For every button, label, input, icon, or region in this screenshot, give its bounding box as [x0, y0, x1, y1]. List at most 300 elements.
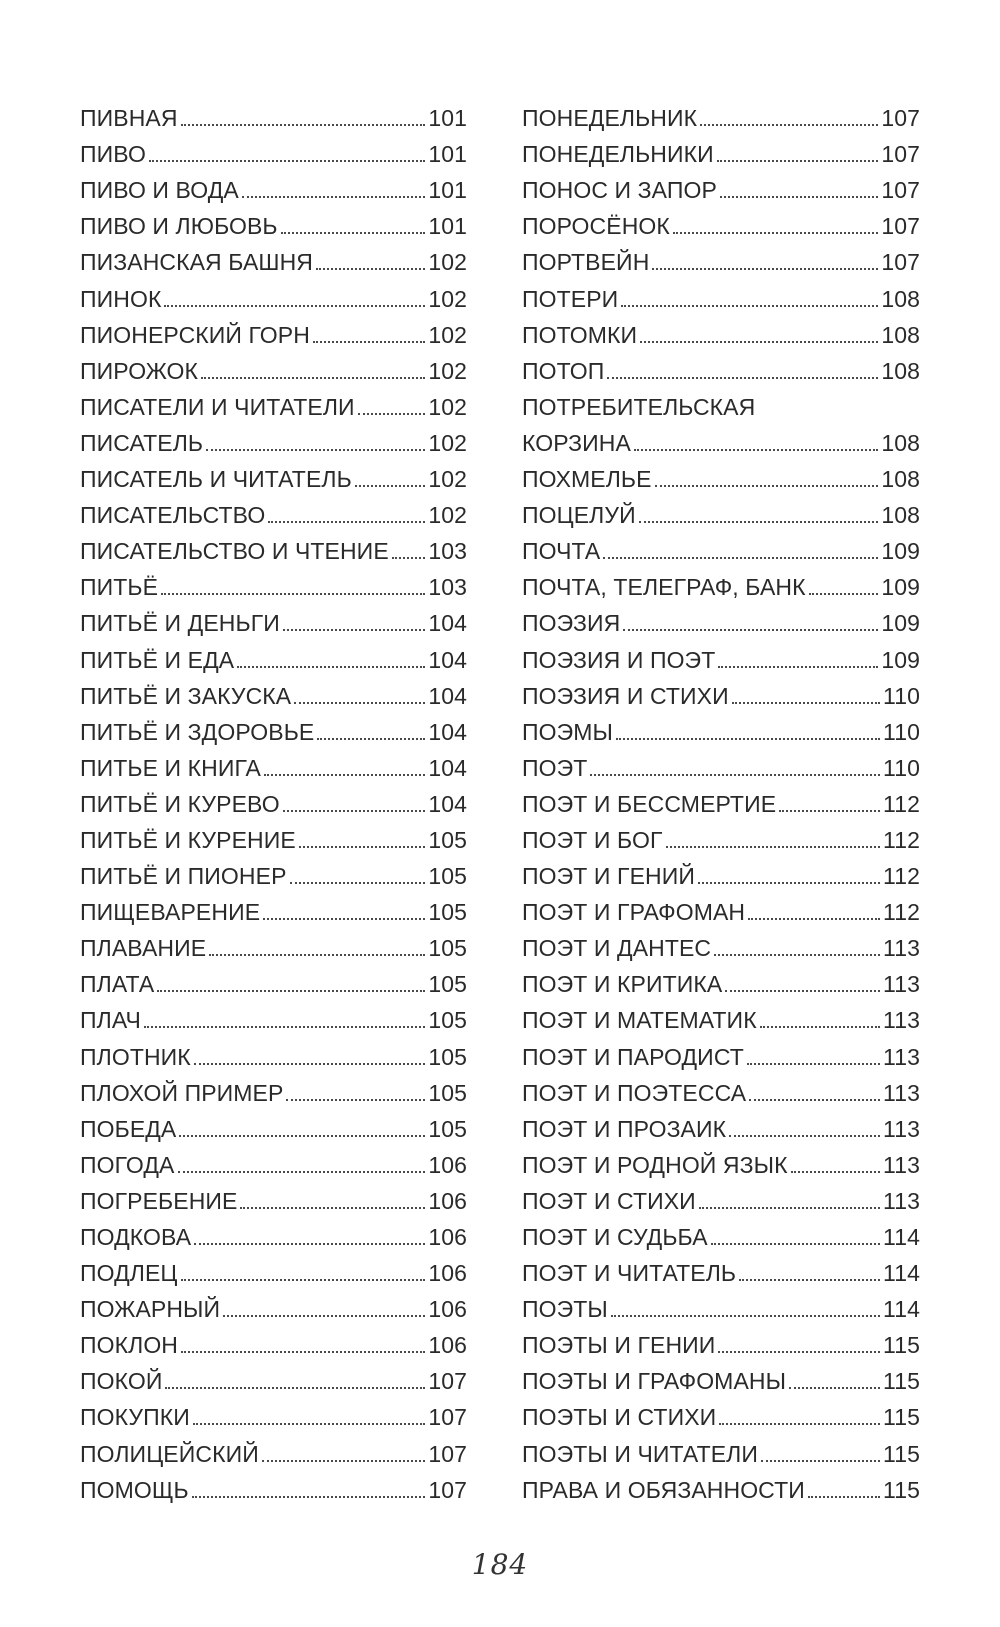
dot-leader — [666, 846, 881, 848]
index-entry — [522, 276, 920, 312]
entry-page-number: 115 — [883, 1332, 920, 1359]
dot-leader — [268, 521, 425, 523]
entry-term: ПЛОХОЙ ПРИМЕР — [80, 1079, 284, 1106]
entry-term: ПИСАТЕЛИ И ЧИТАТЕЛИ — [80, 393, 355, 420]
entry-term: ПИВНАЯ — [80, 105, 178, 132]
entry-term: ПИТЬЁ И ЗАКУСКА — [80, 682, 292, 709]
entry-page-number: 104 — [428, 646, 467, 673]
index-entry — [522, 674, 920, 710]
entry-term: ПОЭТ И ДАНТЕС — [522, 935, 712, 962]
entry-term: ПОЭТ И МАТЕМАТИК — [522, 1007, 757, 1034]
index-entry — [522, 1323, 920, 1359]
index-entry — [80, 1071, 467, 1107]
dot-leader — [621, 305, 878, 307]
index-entry — [522, 529, 920, 565]
dot-leader — [313, 341, 425, 343]
dot-leader — [761, 1460, 880, 1462]
entry-term: ПОЭТ И КРИТИКА — [522, 971, 723, 998]
entry-term: ПОРТВЕЙН — [522, 249, 650, 276]
entry-page-number: 107 — [881, 105, 920, 132]
dot-leader — [719, 1423, 880, 1425]
index-entry — [522, 710, 920, 746]
entry-page-number: 102 — [428, 249, 467, 276]
entry-page-number: 107 — [428, 1368, 467, 1395]
index-entry — [522, 998, 920, 1034]
index-entry — [80, 385, 467, 421]
entry-term: ПОЭЗИЯ И ПОЭТ — [522, 646, 716, 673]
dot-leader — [290, 882, 426, 884]
entry-page-number: 105 — [428, 863, 467, 890]
entry-term: ПИЩЕВАРЕНИЕ — [80, 899, 261, 926]
index-column-right — [522, 96, 920, 1504]
index-entry — [80, 168, 467, 204]
entry-term: ПИТЬЁ И КУРЕНИЕ — [80, 826, 296, 853]
dot-leader — [739, 1279, 880, 1281]
index-entry — [80, 204, 467, 240]
entry-page-number: 115 — [883, 1368, 920, 1395]
entry-page-number: 102 — [428, 285, 467, 312]
dot-leader — [729, 1135, 880, 1137]
index-entry — [80, 493, 467, 529]
index-entry — [522, 493, 920, 529]
entry-term: ПОГРЕБЕНИЕ — [80, 1187, 238, 1214]
entry-term: КОРЗИНА — [522, 429, 631, 456]
entry-term: ПИТЬЁ И ЗДОРОВЬЕ — [80, 718, 315, 745]
entry-term: ПОЭТ И ПАРОДИСТ — [522, 1043, 744, 1070]
dot-leader — [698, 882, 880, 884]
dot-leader — [206, 449, 425, 451]
index-entry — [522, 1071, 920, 1107]
dot-leader — [791, 1171, 880, 1173]
entry-page-number: 104 — [428, 718, 467, 745]
dot-leader — [732, 702, 880, 704]
dot-leader — [262, 1460, 425, 1462]
dot-leader — [747, 1063, 880, 1065]
index-entry — [80, 529, 467, 565]
index-entry — [522, 313, 920, 349]
entry-term: ПОЖАРНЫЙ — [80, 1296, 221, 1323]
index-entry — [522, 637, 920, 673]
dot-leader — [264, 774, 425, 776]
entry-page-number: 110 — [883, 682, 920, 709]
index-entry — [522, 204, 920, 240]
index-entry — [522, 168, 920, 204]
entry-page-number: 104 — [428, 790, 467, 817]
entry-page-number: 109 — [881, 610, 920, 637]
entry-term: ПОЭТ И ПРОЗАИК — [522, 1115, 727, 1142]
entry-page-number: 107 — [881, 213, 920, 240]
entry-term: ПОЭТ И ГРАФОМАН — [522, 899, 746, 926]
index-entry — [80, 1034, 467, 1070]
dot-leader — [355, 485, 426, 487]
index-entry — [80, 962, 467, 998]
dot-leader — [179, 1135, 425, 1137]
entry-term: ПИТЬЁ И ДЕНЬГИ — [80, 610, 280, 637]
entry-term: ПОЭТ И БОГ — [522, 826, 663, 853]
entry-term: ПОЭТЫ И ЧИТАТЕЛИ — [522, 1440, 758, 1467]
entry-page-number: 112 — [883, 899, 920, 926]
entry-page-number: 102 — [428, 357, 467, 384]
dot-leader — [263, 918, 425, 920]
entry-page-number: 106 — [428, 1296, 467, 1323]
entry-term: ПИСАТЕЛЬ И ЧИТАТЕЛЬ — [80, 466, 352, 493]
dot-leader — [164, 305, 425, 307]
entry-page-number: 104 — [428, 682, 467, 709]
entry-page-number: 106 — [428, 1332, 467, 1359]
index-entry — [522, 1395, 920, 1431]
index-entry — [80, 926, 467, 962]
entry-term: ПОКУПКИ — [80, 1404, 190, 1431]
entry-term: ПОЭТ И ПОЭТЕССА — [522, 1079, 747, 1106]
entry-page-number: 108 — [881, 429, 920, 456]
entry-page-number: 113 — [883, 1151, 920, 1178]
entry-page-number: 106 — [428, 1187, 467, 1214]
entry-term: ПИТЬЁ И ЕДА — [80, 646, 235, 673]
dot-leader — [590, 774, 880, 776]
entry-page-number: 107 — [881, 177, 920, 204]
entry-page-number: 114 — [883, 1224, 920, 1250]
index-entry — [522, 854, 920, 890]
entry-term: ПОЧТА — [522, 538, 601, 565]
dot-leader — [392, 557, 426, 559]
entry-term: ПОЭТЫ И ГРАФОМАНЫ — [522, 1368, 787, 1395]
index-entry — [522, 457, 920, 493]
index-entry — [80, 240, 467, 276]
index-entry — [522, 1287, 920, 1323]
dot-leader — [237, 666, 425, 668]
index-entry — [80, 349, 467, 385]
entry-page-number: 113 — [883, 971, 920, 998]
index-entry — [80, 457, 467, 493]
entry-page-number: 102 — [428, 502, 467, 529]
index-entry — [80, 1251, 467, 1287]
index-entry — [522, 565, 920, 601]
entry-term: ПИСАТЕЛЬСТВО И ЧТЕНИЕ — [80, 538, 389, 565]
dot-leader — [700, 124, 878, 126]
entry-term: ПОЭЗИЯ — [522, 610, 621, 637]
entry-page-number: 101 — [428, 213, 467, 240]
entry-page-number: 101 — [428, 105, 467, 132]
entry-page-number: 109 — [881, 646, 920, 673]
index-entry — [522, 385, 920, 421]
entry-page-number: 108 — [881, 466, 920, 493]
index-column-left — [80, 96, 467, 1504]
dot-leader — [711, 1243, 880, 1245]
entry-page-number: 105 — [428, 1007, 467, 1034]
dot-leader — [634, 449, 878, 451]
entry-term: ПИСАТЕЛЬ — [80, 429, 204, 456]
index-entry — [522, 962, 920, 998]
entry-term: ПЛОТНИК — [80, 1043, 191, 1070]
entry-page-number: 104 — [428, 754, 467, 781]
entry-term: ПОЭМЫ — [522, 718, 613, 745]
entry-term: ПИЗАНСКАЯ БАШНЯ — [80, 249, 313, 276]
index-entry — [522, 1215, 920, 1251]
dot-leader — [640, 341, 878, 343]
entry-term: ПОХМЕЛЬЕ — [522, 466, 652, 493]
entry-page-number: 105 — [428, 1115, 467, 1142]
entry-page-number: 102 — [428, 393, 467, 420]
index-entry — [522, 1251, 920, 1287]
entry-term: ПЛАВАНИЕ — [80, 935, 207, 962]
entry-page-number: 105 — [428, 899, 467, 926]
index-entry — [80, 1179, 467, 1215]
dot-leader — [181, 124, 426, 126]
entry-page-number: 108 — [881, 285, 920, 312]
entry-page-number: 115 — [883, 1404, 920, 1431]
entry-page-number: 107 — [428, 1476, 467, 1503]
index-entry — [522, 601, 920, 637]
entry-term: ПИТЬЁ — [80, 574, 159, 601]
index-entry — [522, 1143, 920, 1179]
dot-leader — [720, 196, 878, 198]
dot-leader — [144, 1026, 425, 1028]
index-entry — [80, 1395, 467, 1431]
page-number: 184 — [471, 1548, 529, 1581]
entry-page-number: 103 — [428, 538, 467, 565]
entry-page-number: 113 — [883, 1043, 920, 1070]
dot-leader — [283, 629, 425, 631]
dot-leader — [725, 990, 880, 992]
entry-term: ПИВО — [80, 141, 146, 168]
dot-leader — [283, 810, 426, 812]
entry-term: ПОКЛОН — [80, 1332, 179, 1359]
index-entry — [522, 96, 920, 132]
entry-term: ПОЛИЦЕЙСКИЙ — [80, 1440, 259, 1467]
index-entry — [80, 746, 467, 782]
entry-term: ПОЭТЫ И ГЕНИИ — [522, 1332, 716, 1359]
entry-term: ПОБЕДА — [80, 1115, 177, 1142]
entry-page-number: 107 — [881, 141, 920, 168]
entry-page-number: 106 — [428, 1151, 467, 1178]
entry-page-number: 107 — [881, 249, 920, 276]
entry-page-number: 106 — [428, 1260, 467, 1287]
entry-page-number: 101 — [428, 141, 467, 168]
entry-term: ПОЭТ И РОДНОЙ ЯЗЫК — [522, 1151, 788, 1178]
index-entry — [80, 1143, 467, 1179]
entry-page-number: 105 — [428, 1043, 467, 1070]
index-entry — [80, 1107, 467, 1143]
dot-leader — [809, 593, 879, 595]
entry-term: ПОЭТ И ГЕНИЙ — [522, 863, 695, 890]
dot-leader — [317, 738, 425, 740]
index-entry — [80, 782, 467, 818]
index-entry — [80, 710, 467, 746]
entry-page-number: 107 — [428, 1404, 467, 1431]
dot-leader — [607, 377, 878, 379]
entry-term: ПРАВА И ОБЯЗАННОСТИ — [522, 1476, 805, 1503]
entry-term: ПИОНЕРСКИЙ ГОРН — [80, 321, 310, 348]
entry-page-number: 106 — [428, 1224, 467, 1250]
dot-leader — [714, 954, 880, 956]
index-entry — [522, 421, 920, 457]
entry-page-number: 114 — [883, 1296, 920, 1323]
dot-leader — [652, 268, 878, 270]
dot-leader — [655, 485, 879, 487]
dot-leader — [718, 1351, 880, 1353]
dot-leader — [157, 990, 425, 992]
index-entry — [80, 96, 467, 132]
index-entry — [522, 349, 920, 385]
entry-page-number: 113 — [883, 1187, 920, 1214]
entry-term: ПОДКОВА — [80, 1224, 192, 1250]
entry-page-number: 113 — [883, 1115, 920, 1142]
dot-leader — [789, 1387, 880, 1389]
index-entry — [80, 854, 467, 890]
entry-term: ПОТОП — [522, 357, 605, 384]
entry-page-number: 110 — [883, 718, 920, 745]
entry-page-number: 113 — [883, 935, 920, 962]
entry-term: ПОТРЕБИТЕЛЬСКАЯ — [522, 393, 756, 420]
entry-page-number: 112 — [883, 863, 920, 890]
entry-term: ПОЭТЫ И СТИХИ — [522, 1404, 717, 1431]
entry-term: ПЛАЧ — [80, 1007, 141, 1034]
index-entry — [522, 1179, 920, 1215]
entry-term: ПОЭТ И СТИХИ — [522, 1187, 696, 1214]
dot-leader — [358, 413, 426, 415]
entry-term: ПОТЕРИ — [522, 285, 619, 312]
entry-page-number: 102 — [428, 321, 467, 348]
index-entry — [522, 782, 920, 818]
entry-page-number: 115 — [883, 1440, 920, 1467]
entry-page-number: 105 — [428, 935, 467, 962]
index-entry — [522, 240, 920, 276]
index-entry — [80, 601, 467, 637]
index-entry — [80, 132, 467, 168]
entry-term: ПОЦЕЛУЙ — [522, 502, 636, 529]
index-entry — [80, 1468, 467, 1504]
entry-term: ПОНЕДЕЛЬНИК — [522, 105, 698, 132]
dot-leader — [779, 810, 880, 812]
dot-leader — [316, 268, 425, 270]
entry-page-number: 104 — [428, 610, 467, 637]
entry-page-number: 108 — [881, 321, 920, 348]
dot-leader — [223, 1315, 425, 1317]
index-entry — [80, 1215, 467, 1251]
index-entry — [80, 890, 467, 926]
index-entry — [522, 890, 920, 926]
index-entry — [80, 1359, 467, 1395]
index-entry — [80, 818, 467, 854]
index-entry — [522, 132, 920, 168]
dot-leader — [201, 377, 425, 379]
dot-leader — [749, 1099, 880, 1101]
dot-leader — [181, 1279, 426, 1281]
entry-page-number: 105 — [428, 1079, 467, 1106]
dot-leader — [209, 954, 425, 956]
entry-term: ПИТЬЁ И КУРЕВО — [80, 790, 280, 817]
entry-page-number: 108 — [881, 502, 920, 529]
entry-term: ПОЧТА, ТЕЛЕГРАФ, БАНК — [522, 574, 806, 601]
dot-leader — [639, 521, 879, 523]
dot-leader — [623, 629, 878, 631]
entry-term: ПОРОСЁНОК — [522, 213, 670, 240]
entry-term: ПОТОМКИ — [522, 321, 638, 348]
dot-leader — [808, 1496, 880, 1498]
entry-term: ПОМОЩЬ — [80, 1476, 189, 1503]
entry-term: ПОЭТЫ — [522, 1296, 608, 1323]
entry-term: ПОГОДА — [80, 1151, 175, 1178]
entry-term: ПИНОК — [80, 285, 162, 312]
index-entry — [522, 1034, 920, 1070]
index-entry — [80, 313, 467, 349]
entry-page-number: 115 — [883, 1476, 920, 1503]
entry-page-number: 114 — [883, 1260, 920, 1287]
entry-term: ПОЭЗИЯ И СТИХИ — [522, 682, 729, 709]
entry-term: ПОЭТ И ЧИТАТЕЛЬ — [522, 1260, 737, 1287]
dot-leader — [616, 738, 880, 740]
index-entry — [80, 565, 467, 601]
entry-page-number: 103 — [428, 574, 467, 601]
entry-term: ПОДЛЕЦ — [80, 1260, 178, 1287]
index-entry — [522, 1431, 920, 1467]
dot-leader — [194, 1063, 426, 1065]
dot-leader — [240, 1207, 425, 1209]
dot-leader — [281, 232, 426, 234]
entry-term: ПОНЕДЕЛЬНИКИ — [522, 141, 714, 168]
index-entry — [80, 674, 467, 710]
entry-page-number: 102 — [428, 429, 467, 456]
entry-term: ПИРОЖОК — [80, 357, 199, 384]
index-entry — [522, 926, 920, 962]
entry-term: ПОЭТ И БЕССМЕРТИЕ — [522, 790, 777, 817]
dot-leader — [603, 557, 878, 559]
index-entry — [522, 1359, 920, 1395]
dot-leader — [242, 196, 425, 198]
dot-leader — [299, 846, 426, 848]
entry-term: ПИСАТЕЛЬСТВО — [80, 502, 266, 529]
dot-leader — [193, 1423, 425, 1425]
dot-leader — [718, 666, 878, 668]
entry-page-number: 107 — [428, 1440, 467, 1467]
entry-term: ПОНОС И ЗАПОР — [522, 177, 717, 204]
index-entry — [522, 1468, 920, 1504]
dot-leader — [286, 1099, 425, 1101]
dot-leader — [673, 232, 878, 234]
dot-leader — [178, 1171, 426, 1173]
entry-term: ПИТЬЁ И ПИОНЕР — [80, 863, 287, 890]
entry-page-number: 109 — [881, 574, 920, 601]
index-entry — [80, 1287, 467, 1323]
entry-page-number: 112 — [883, 826, 920, 853]
index-entry — [522, 818, 920, 854]
dot-leader — [294, 702, 425, 704]
dot-leader — [748, 918, 880, 920]
dot-leader — [760, 1026, 880, 1028]
index-entry — [522, 1107, 920, 1143]
entry-page-number: 101 — [428, 177, 467, 204]
dot-leader — [717, 160, 879, 162]
entry-page-number: 109 — [881, 538, 920, 565]
index-entry — [522, 746, 920, 782]
entry-page-number: 102 — [428, 466, 467, 493]
dot-leader — [192, 1496, 426, 1498]
entry-page-number: 105 — [428, 971, 467, 998]
entry-term: ПИВО И ЛЮБОВЬ — [80, 213, 278, 240]
dot-leader — [165, 1387, 425, 1389]
entry-term: ПИТЬЕ И КНИГА — [80, 754, 261, 781]
entry-term: ПОЭТ — [522, 754, 588, 781]
dot-leader — [194, 1243, 425, 1245]
entry-term: ПЛАТА — [80, 971, 155, 998]
entry-page-number: 113 — [883, 1007, 920, 1034]
dot-leader — [181, 1351, 425, 1353]
index-entry — [80, 276, 467, 312]
dot-leader — [699, 1207, 880, 1209]
entry-term: ПОКОЙ — [80, 1368, 163, 1395]
dot-leader — [149, 160, 425, 162]
dot-leader — [161, 593, 425, 595]
